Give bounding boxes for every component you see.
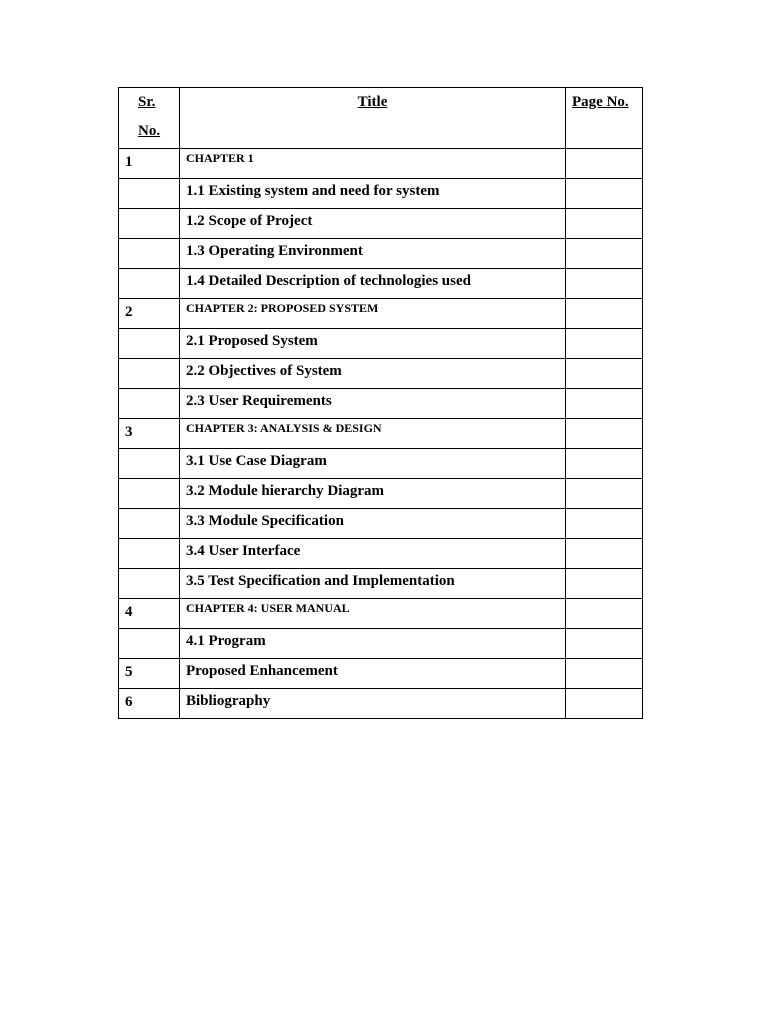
section-title-cell: 1.1 Existing system and need for system (180, 179, 566, 209)
chapter-title-cell: CHAPTER 3: ANALYSIS & DESIGN (180, 419, 566, 449)
header-sr-no (119, 88, 180, 149)
section-title-cell: Bibliography (180, 689, 566, 719)
sr-no-cell: 3 (119, 419, 180, 449)
page-no-cell (566, 179, 643, 209)
table-row (119, 239, 643, 269)
header-page-no (566, 88, 643, 149)
sr-no-cell: 1 (119, 149, 180, 179)
table-row (119, 449, 643, 479)
page-no-cell (566, 539, 643, 569)
header-sr-label: Sr. (138, 94, 156, 110)
table-row (119, 419, 643, 449)
table-row (119, 389, 643, 419)
sr-no-cell: 2 (119, 299, 180, 329)
section-title-cell: 2.1 Proposed System (180, 329, 566, 359)
sr-no-cell (119, 569, 180, 599)
table-row (119, 569, 643, 599)
table-row (119, 299, 643, 329)
page-no-cell (566, 449, 643, 479)
page-no-cell (566, 389, 643, 419)
sr-no-cell (119, 209, 180, 239)
sr-no-cell (119, 329, 180, 359)
section-title-cell: 3.4 User Interface (180, 539, 566, 569)
sr-no-cell: 6 (119, 689, 180, 719)
sr-no-cell: 5 (119, 659, 180, 689)
section-title-cell: 3.1 Use Case Diagram (180, 449, 566, 479)
table-row (119, 269, 643, 299)
chapter-title-cell: CHAPTER 2: PROPOSED SYSTEM (180, 299, 566, 329)
table-row (119, 149, 643, 179)
header-title (180, 88, 566, 149)
page-no-cell (566, 509, 643, 539)
section-title-cell: 1.2 Scope of Project (180, 209, 566, 239)
page-no-cell (566, 599, 643, 629)
section-title-cell: 3.3 Module Specification (180, 509, 566, 539)
page-no-cell (566, 329, 643, 359)
header-page-label: Page No. (572, 94, 629, 110)
sr-no-cell (119, 179, 180, 209)
page-no-cell (566, 149, 643, 179)
section-title-cell: 4.1 Program (180, 629, 566, 659)
sr-no-cell (119, 269, 180, 299)
sr-no-cell (119, 239, 180, 269)
table-row (119, 689, 643, 719)
table-row (119, 509, 643, 539)
section-title-cell: 1.3 Operating Environment (180, 239, 566, 269)
sr-no-cell (119, 509, 180, 539)
table-of-contents (118, 87, 643, 719)
section-title-cell: 1.4 Detailed Description of technologies used (180, 269, 566, 299)
chapter-title-cell: CHAPTER 1 (180, 149, 566, 179)
table-row (119, 629, 643, 659)
sr-no-cell (119, 389, 180, 419)
section-title-cell: 2.2 Objectives of System (180, 359, 566, 389)
page-no-cell (566, 269, 643, 299)
table-row (119, 599, 643, 629)
table-row (119, 479, 643, 509)
section-title-cell: 2.3 User Requirements (180, 389, 566, 419)
header-row (119, 88, 643, 149)
header-title-label: Title (357, 94, 388, 110)
page-no-cell (566, 479, 643, 509)
sr-no-cell (119, 449, 180, 479)
page-no-cell (566, 569, 643, 599)
page-no-cell (566, 419, 643, 449)
sr-no-cell (119, 629, 180, 659)
table-row (119, 179, 643, 209)
page-no-cell (566, 209, 643, 239)
page-no-cell (566, 659, 643, 689)
page-no-cell (566, 629, 643, 659)
table-row (119, 539, 643, 569)
table-row (119, 329, 643, 359)
page-no-cell (566, 689, 643, 719)
sr-no-cell (119, 479, 180, 509)
section-title-cell: Proposed Enhancement (180, 659, 566, 689)
sr-no-cell: 4 (119, 599, 180, 629)
chapter-title-cell: CHAPTER 4: USER MANUAL (180, 599, 566, 629)
page-no-cell (566, 299, 643, 329)
table-row (119, 209, 643, 239)
section-title-cell: 3.2 Module hierarchy Diagram (180, 479, 566, 509)
page-no-cell (566, 239, 643, 269)
table-row (119, 659, 643, 689)
sr-no-cell (119, 359, 180, 389)
table-row (119, 359, 643, 389)
section-title-cell: 3.5 Test Specification and Implementation (180, 569, 566, 599)
page-no-cell (566, 359, 643, 389)
sr-no-cell (119, 539, 180, 569)
header-no-label: No. (138, 123, 161, 139)
